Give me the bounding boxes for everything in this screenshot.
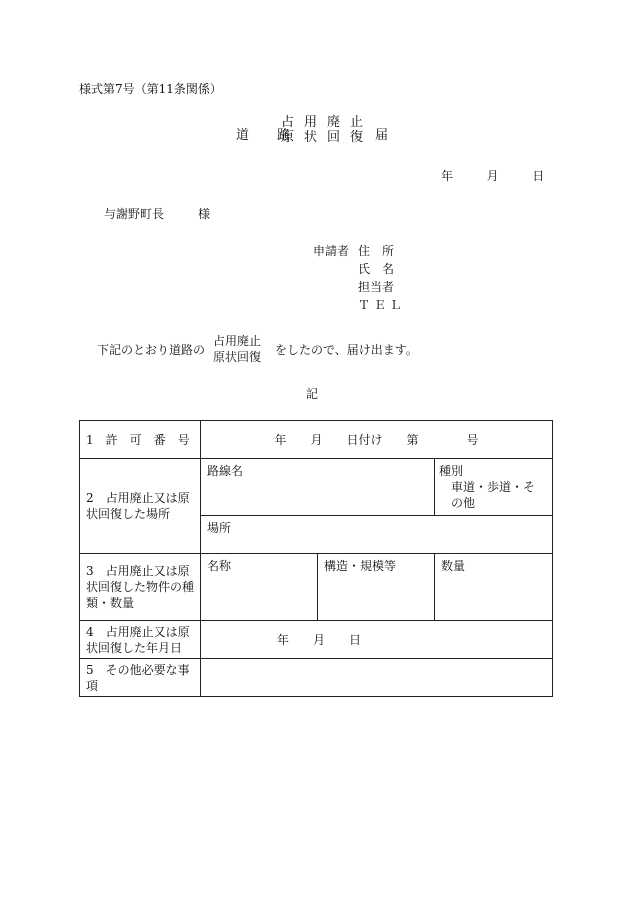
applicant-fields [358,242,402,314]
road-type-label: 種別 [439,464,464,478]
other-matters-field[interactable] [201,659,553,697]
route-name-label: 路線名 [207,464,244,478]
road-type-field[interactable] [435,459,553,516]
form-table [79,420,553,697]
applicant-tel-label: Ｔ Ｅ Ｌ [358,298,402,312]
item-name-field[interactable] [201,554,318,621]
date-day: 日 [532,169,545,183]
title-stack-top: 占用廃止 [281,115,374,130]
form-number: 様式第7号（第11条関係） [79,82,222,96]
addressee-name: 与謝野町長 [104,207,165,221]
intro-before: 下記のとおり道路の [97,343,206,357]
item-quantity-label: 数量 [441,559,466,573]
item-quantity-field[interactable] [435,554,553,621]
title-stack [281,115,373,145]
addressee [104,205,210,222]
title-notice: 届 [375,128,389,143]
addressee-honorific: 様 [198,207,211,221]
table-row [80,554,553,621]
route-name-field[interactable] [201,459,435,516]
table-row [80,659,553,697]
title-road: 道 路 [236,128,303,143]
restored-date-field[interactable]: 年 月 日 [201,621,553,659]
item-structure-field[interactable] [318,554,435,621]
permit-number-label: 1 許 可 番 号 [80,421,201,459]
permit-number-field[interactable]: 年 月 日付け 第 号 [201,421,553,459]
place-field[interactable] [201,516,553,554]
intro-stack [213,333,261,365]
intro-stack-bottom: 原状回復 [213,350,262,364]
place-label: 場所 [207,521,232,535]
intro-stack-top: 占用廃止 [213,334,262,348]
date-year: 年 [441,169,454,183]
table-row [80,621,553,659]
restored-date-label: 4 占用廃止又は原状回復した年月日 [80,621,201,659]
table-row [80,421,553,459]
item-name-label: 名称 [207,559,232,573]
title-stack-bottom: 原状回復 [281,130,374,145]
intro-after: をしたので、届け出ます。 [275,343,418,357]
item-structure-label: 構造・規模等 [324,559,397,573]
applicant-name-label: 氏 名 [358,262,395,276]
location-label: 2 占用廃止又は原状回復した場所 [80,459,201,554]
other-matters-label: 5 その他必要な事項 [80,659,201,697]
date-line [441,167,544,184]
applicant-label: 申請者 [313,244,350,258]
applicant-contact-label: 担当者 [358,280,395,294]
item-kind-label: 3 占用廃止又は原状回復した物件の種類・数量 [80,554,201,621]
ki-heading: 記 [306,387,319,401]
applicant-address-label: 住 所 [358,244,395,258]
road-type-options: 車道・歩道・その他 [451,480,536,510]
date-month: 月 [486,169,499,183]
table-row [80,459,553,516]
